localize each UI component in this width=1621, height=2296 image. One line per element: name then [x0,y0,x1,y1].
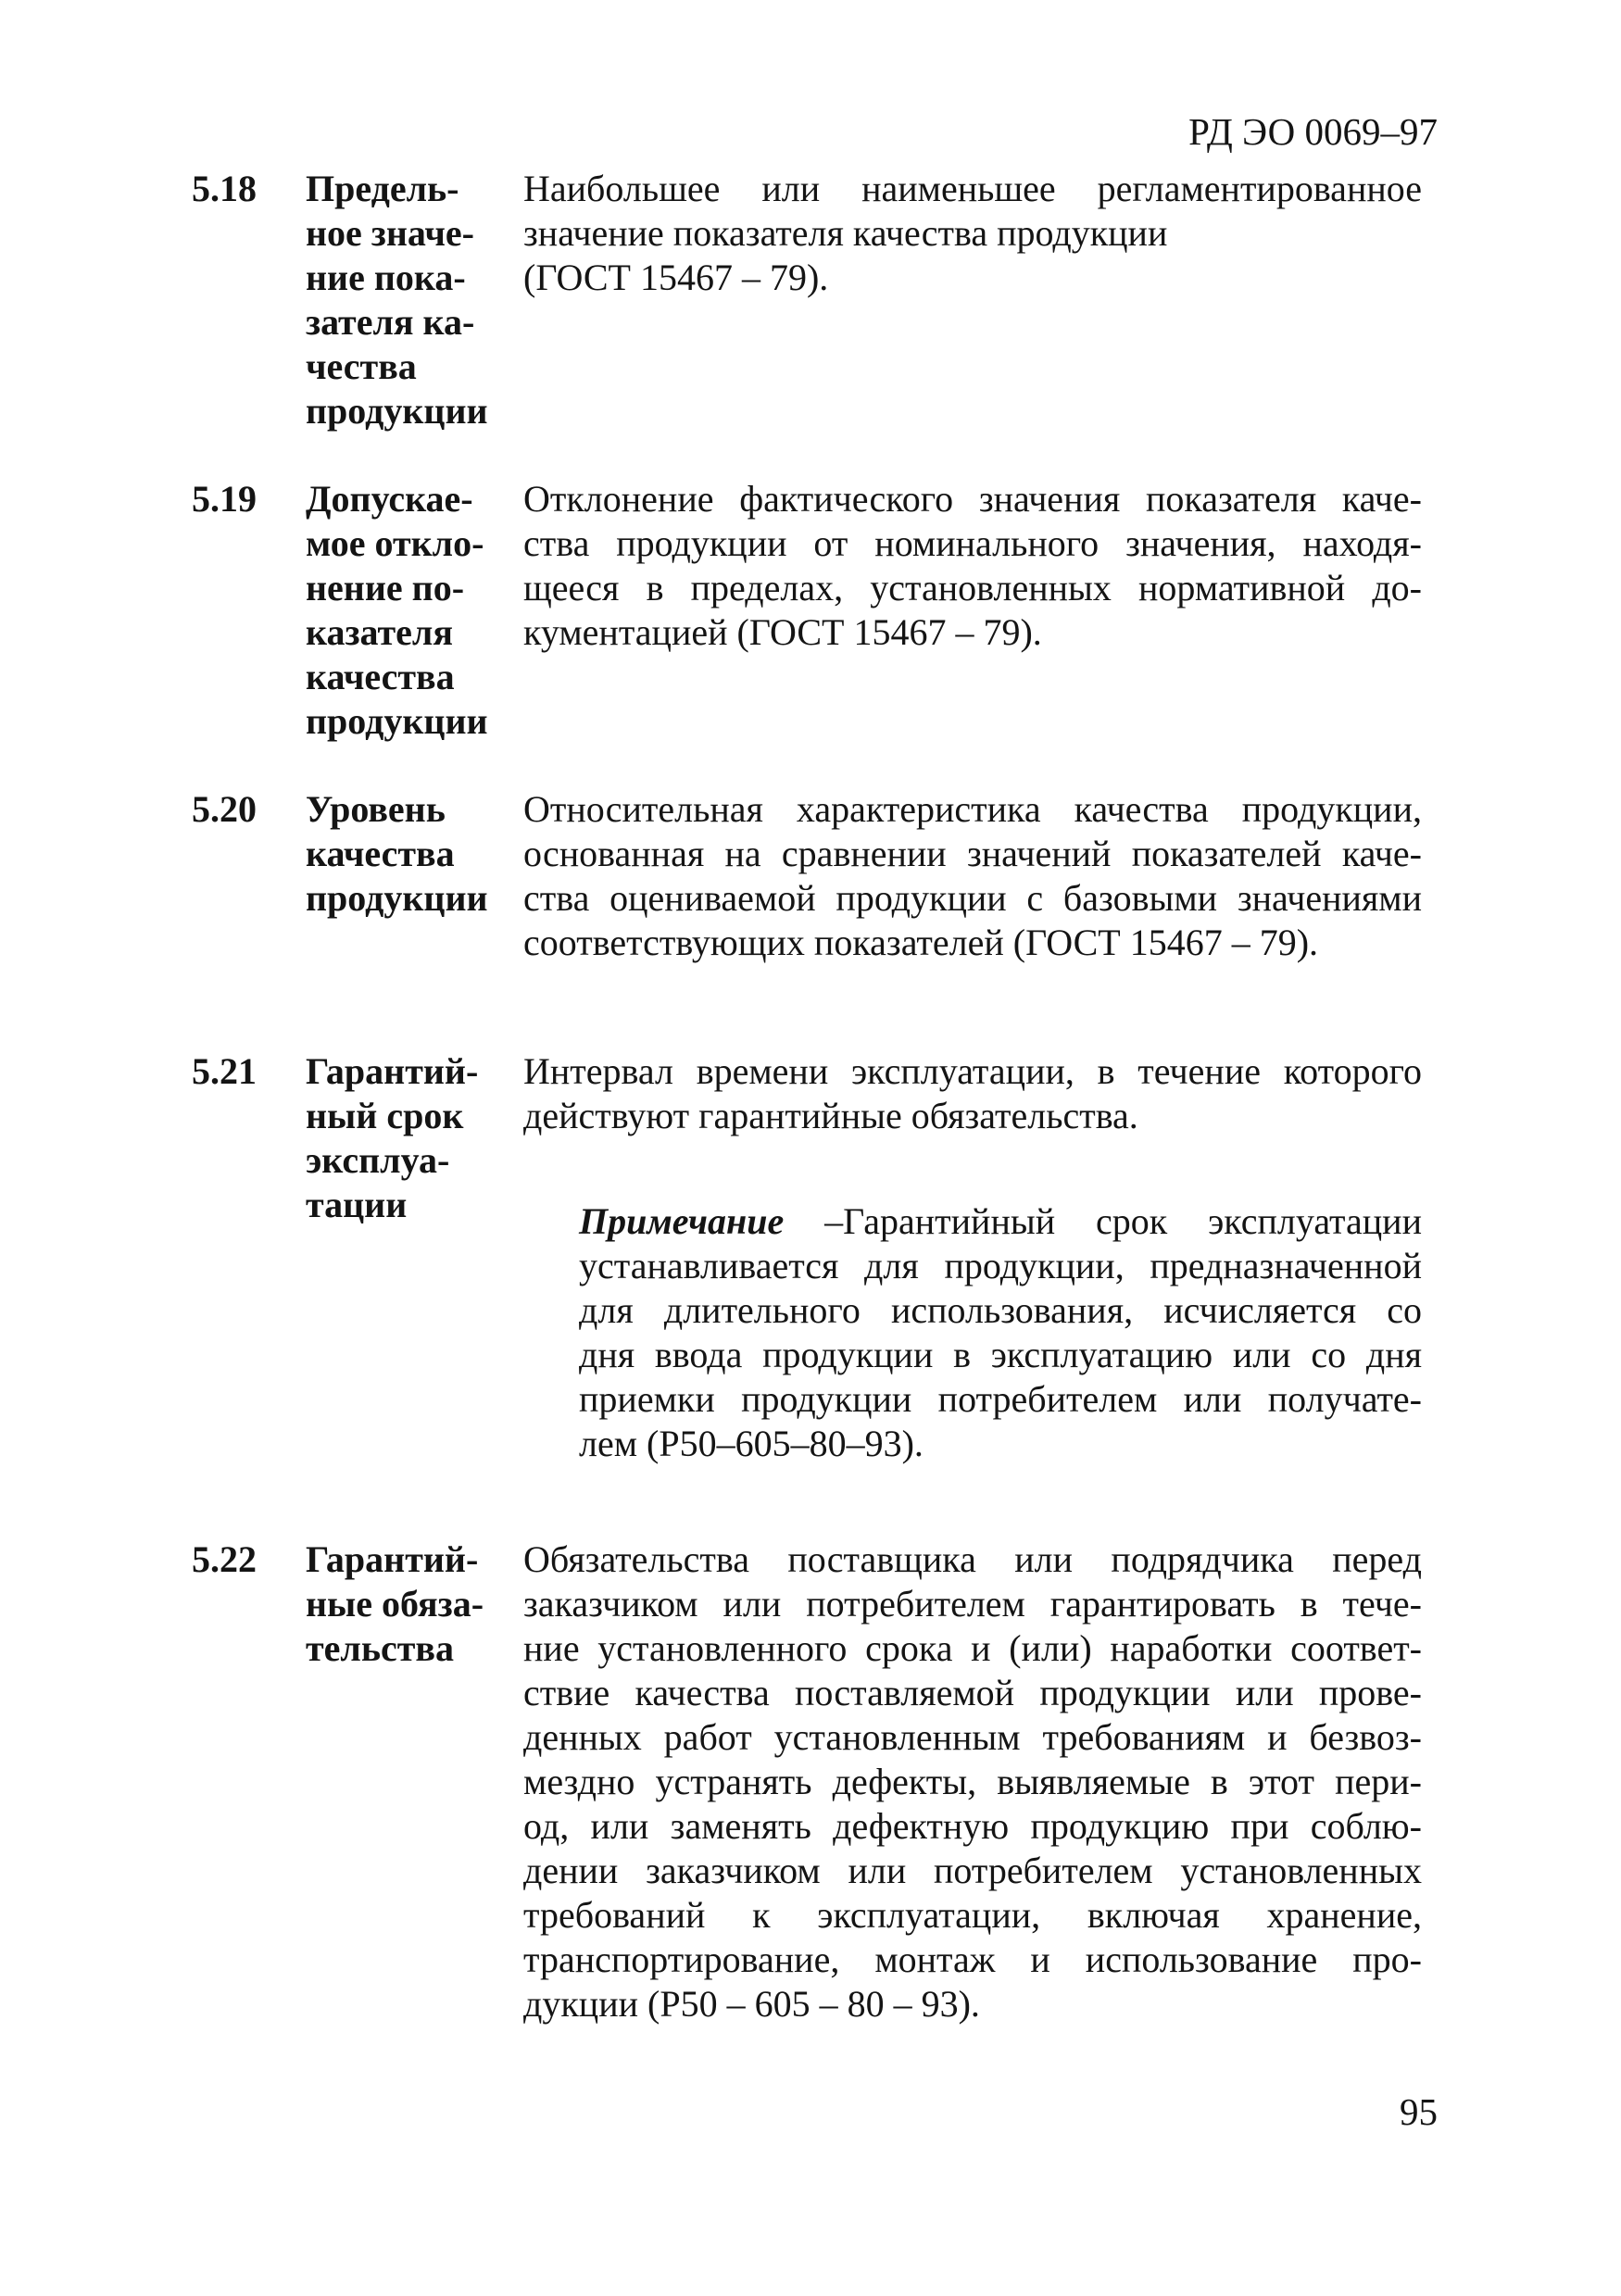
term-line: продукции [306,390,488,432]
definition-line: Интервал времени эксплуатации, в течение которого [523,1050,1422,1092]
entry-number: 5.19 [192,478,257,520]
note-line: приемки продукции потребителем или получате- [579,1378,1422,1420]
definition-line: соответствующих показателей (ГОСТ 15467 – 79). [523,922,1319,963]
term-line: чества [306,345,417,387]
document-header: РД ЭО 0069–97 [1188,110,1438,153]
definition-line: дукции (Р50 – 605 – 80 – 93). [523,1983,980,2025]
definition-line: действуют гарантийные обязательства. [523,1095,1138,1136]
term-line: Уровень [306,788,446,830]
definition-line: кументацией (ГОСТ 15467 – 79). [523,611,1042,653]
note-text: –Гарантийный срок эксплуатации [784,1200,1422,1242]
term-line: Гарантий- [306,1538,479,1580]
definition-line: дении заказчиком или потребителем установленных [523,1850,1422,1891]
definition-line: значение показателя качества продукции [523,212,1168,254]
term-line: тации [306,1184,408,1225]
entry-definition [523,477,1422,655]
term-line: Предель- [306,168,459,209]
entry-term [306,1049,509,1227]
term-line: Гарантий- [306,1050,479,1092]
definition-line: Обязательства поставщика или подрядчика перед [523,1538,1422,1580]
definition-line: Отклонение фактического значения показателя каче- [523,478,1422,520]
definition-line: ства оцениваемой продукции с базовыми значениями [523,877,1422,919]
term-line: ные обяза- [306,1583,484,1625]
definition-line: ствие качества поставляемой продукции или прове- [523,1672,1422,1713]
note-line: лем (Р50–605–80–93). [579,1423,924,1464]
term-line: продукции [306,700,488,742]
definition-line: требований к эксплуатации, включая хранение, [523,1894,1422,1936]
term-line: ный срок [306,1095,464,1136]
entry-definition [523,1537,1422,2026]
entry-term [306,787,509,921]
entry-number: 5.20 [192,788,257,830]
definition-line: Наибольшее или наименьшее регламентированное [523,168,1422,209]
term-line: качества [306,656,455,697]
note-line: для длительного использования, исчисляется со [579,1289,1422,1331]
term-line: мое откло- [306,522,484,564]
note-line: устанавливается для продукции, предназначенной [579,1245,1422,1286]
term-line: тельства [306,1627,454,1669]
term-line: нение по- [306,567,465,609]
entry-number: 5.21 [192,1050,257,1092]
definition-line: основанная на сравнении значений показателей каче- [523,833,1422,874]
entry-note [579,1199,1422,1466]
note-line: дня ввода продукции в эксплуатацию или со дня [579,1334,1422,1375]
term-line: эксплуа- [306,1139,450,1181]
term-line: ние пока- [306,257,466,298]
definition-line: (ГОСТ 15467 – 79). [523,257,829,298]
definition-line: мездно устранять дефекты, выявляемые в этот пери- [523,1761,1422,1802]
definition-line: щееся в пределах, установленных нормативной до- [523,567,1422,609]
term-line: ное значе- [306,212,474,254]
definition-line: ства продукции от номинального значения, находя- [523,522,1422,564]
term-line: зателя ка- [306,301,475,343]
definition-line: заказчиком или потребителем гарантировать в тече- [523,1583,1422,1625]
term-line: продукции [306,877,488,919]
entry-term [306,1537,509,1671]
term-line: качества [306,833,455,874]
entry-definition [523,167,1422,300]
definition-line: ние установленного срока и (или) наработки соответ- [523,1627,1422,1669]
entry-term [306,167,509,433]
note-first-line [579,1199,1422,1244]
page-number: 95 [1400,2090,1438,2133]
definition-line: транспортирование, монтаж и использование про- [523,1938,1422,1980]
entry-number: 5.22 [192,1538,257,1580]
term-line: казателя [306,611,453,653]
entry-number: 5.18 [192,168,257,209]
entry-definition [523,1049,1422,1138]
definition-line: денных работ установленным требованиям и безвоз- [523,1716,1422,1758]
note-label: Примечание [579,1200,785,1242]
definition-line: Относительная характеристика качества продукции, [523,788,1422,830]
definition-line: од, или заменять дефектную продукцию при соблю- [523,1805,1422,1847]
term-line: Допускае- [306,478,473,520]
entry-definition [523,787,1422,965]
entry-term [306,477,509,744]
